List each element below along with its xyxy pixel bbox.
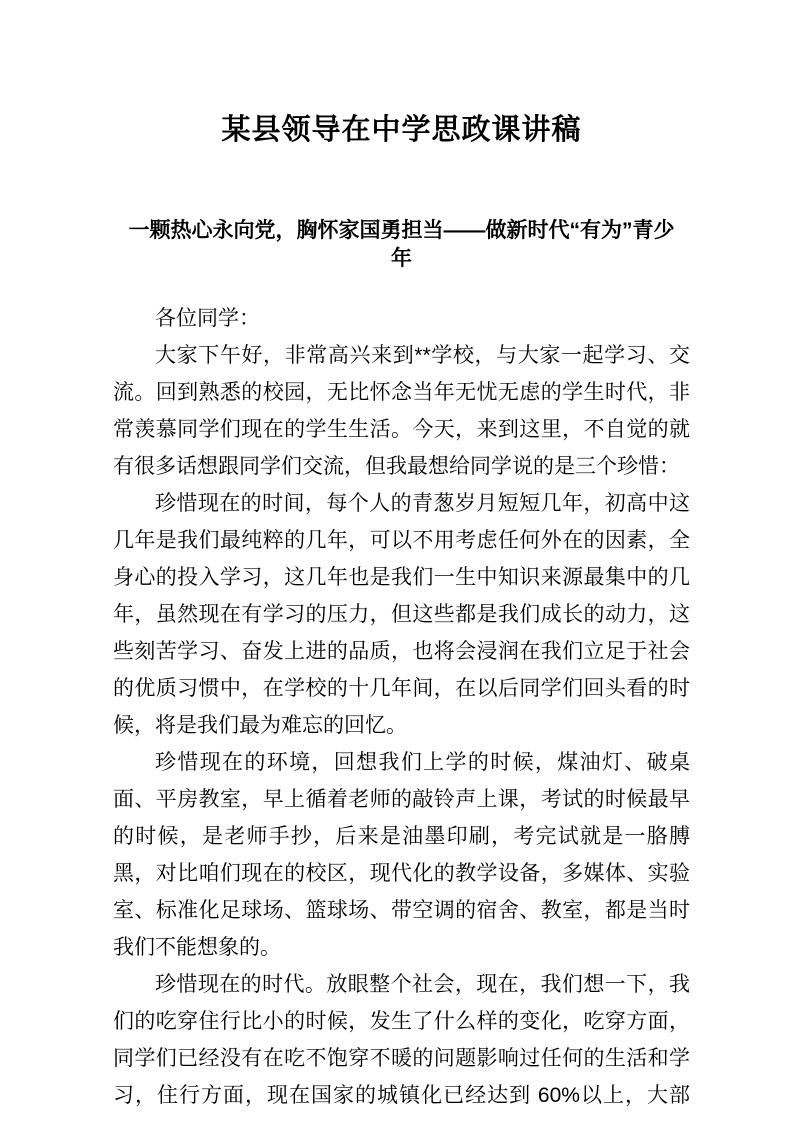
text-line: 各位同学： bbox=[155, 307, 260, 330]
text-line: 身心的投入学习，这几年也是我们一生中知识来源最集中的几 bbox=[113, 566, 690, 589]
text-line: 珍惜现在的时间，每个人的青葱岁月短短几年，初高中这 bbox=[155, 492, 690, 515]
text-line: 面、平房教室，早上循着老师的敲铃声上课，考试的时候最早 bbox=[113, 788, 690, 811]
text-line: 常羡慕同学们现在的学生生活。今天，来到这里，不自觉的就 bbox=[113, 418, 690, 441]
text-line: 同学们已经没有在吃不饱穿不暖的问题影响过任何的生活和学 bbox=[113, 1047, 690, 1070]
paragraph bbox=[113, 966, 690, 1114]
text-line: 几年是我们最纯粹的几年，可以不用考虑任何外在的因素，全 bbox=[113, 529, 690, 552]
text-line: 候，将是我们最为难忘的回忆。 bbox=[113, 714, 407, 737]
document-body bbox=[113, 300, 690, 1114]
text-line: 的优质习惯中，在学校的十几年间，在以后同学们回头看的时 bbox=[113, 677, 690, 700]
subtitle-line: 年 bbox=[391, 247, 412, 270]
text-line: 些刻苦学习、奋发上进的品质，也将会浸润在我们立足于社会 bbox=[113, 640, 690, 663]
text-line: 珍惜现在的时代。放眼整个社会，现在，我们想一下，我 bbox=[155, 973, 690, 996]
text-line: 室、标准化足球场、篮球场、带空调的宿舍、教室，都是当时 bbox=[113, 899, 690, 922]
document-title: 某县领导在中学思政课讲稿 bbox=[221, 114, 582, 146]
paragraph bbox=[113, 485, 690, 744]
text-line: 们的吃穿住行比小的时候，发生了什么样的变化，吃穿方面， bbox=[113, 1010, 690, 1033]
paragraph bbox=[113, 744, 690, 966]
text-line: 我们不能想象的。 bbox=[113, 936, 281, 959]
text-line: 习，住行方面，现在国家的城镇化已经达到 60%以上，大部 bbox=[113, 1084, 690, 1107]
text-line: 大家下午好，非常高兴来到**学校，与大家一起学习、交 bbox=[155, 344, 690, 367]
text-line: 流。回到熟悉的校园，无比怀念当年无忧无虑的学生时代，非 bbox=[113, 381, 690, 404]
paragraph bbox=[113, 337, 690, 485]
text-line: 有很多话想跟同学们交流，但我最想给同学说的是三个珍惜： bbox=[113, 455, 680, 478]
text-line: 的时候，是老师手抄，后来是油墨印刷，考完试就是一胳膊 bbox=[113, 825, 690, 848]
text-line: 珍惜现在的环境，回想我们上学的时候，煤油灯、破桌 bbox=[155, 751, 690, 774]
paragraph bbox=[113, 300, 690, 337]
text-line: 黑，对比咱们现在的校区，现代化的教学设备，多媒体、实验 bbox=[113, 862, 690, 885]
text-line: 年，虽然现在有学习的压力，但这些都是我们成长的动力，这 bbox=[113, 603, 690, 626]
subtitle-line: 一颗热心永向党，胸怀家国勇担当——做新时代“有为”青少 bbox=[128, 219, 675, 242]
document-subtitle bbox=[113, 217, 690, 273]
